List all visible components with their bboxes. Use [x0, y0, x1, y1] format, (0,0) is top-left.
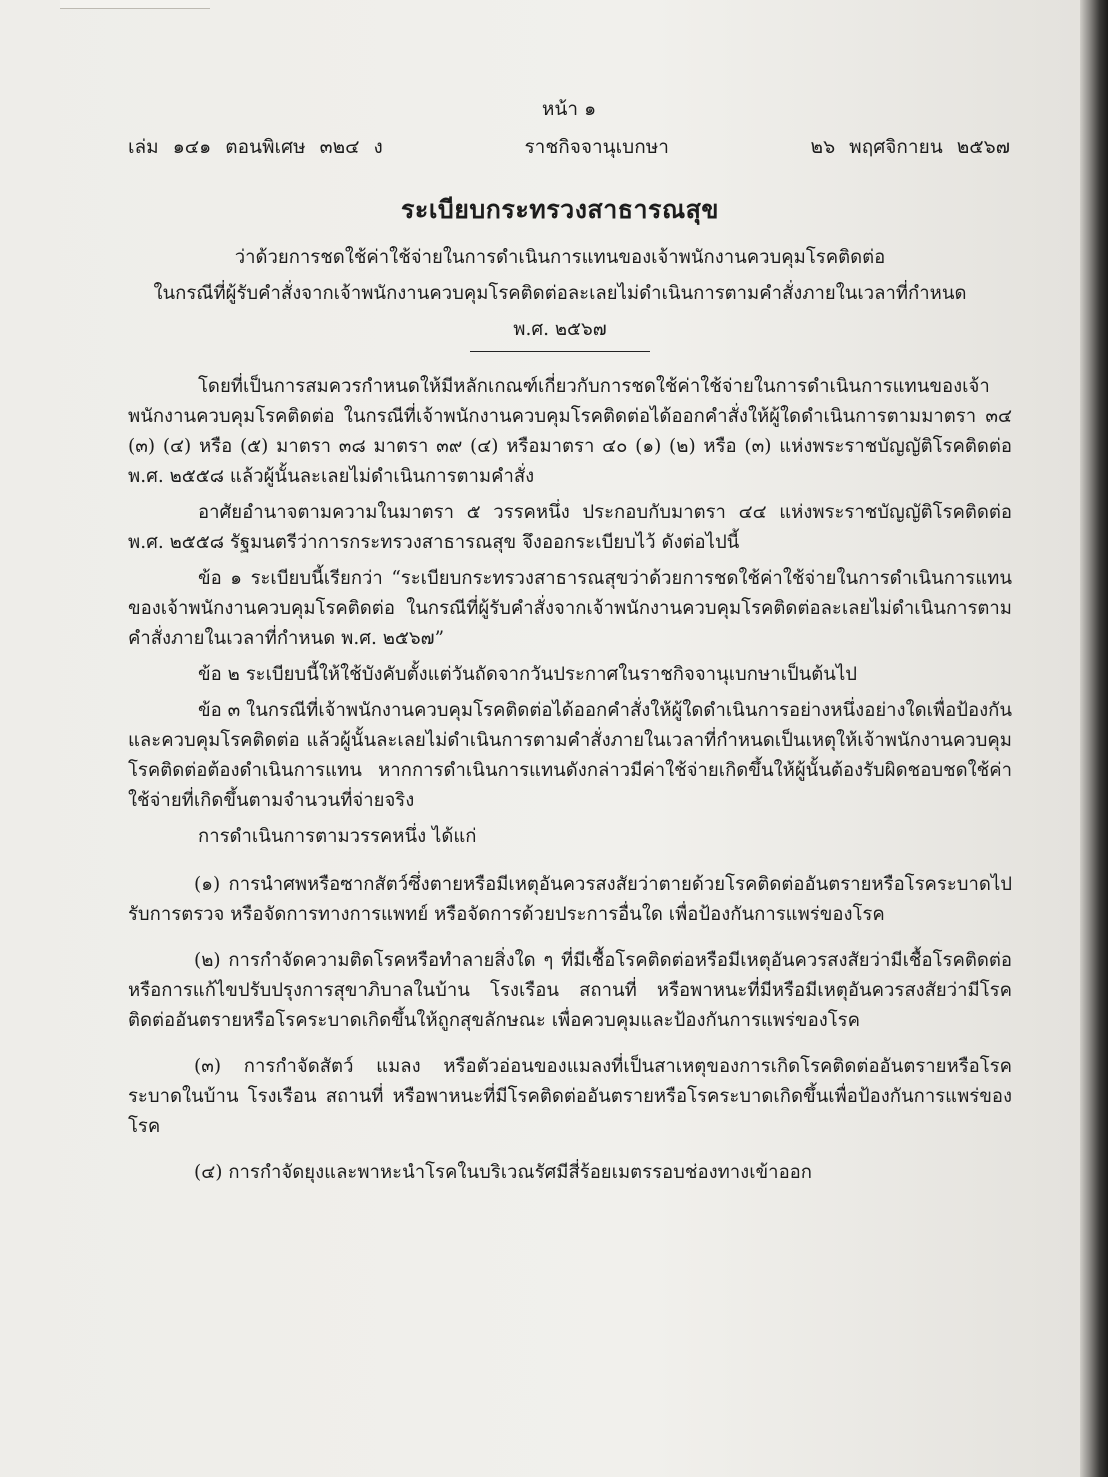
clause-3-item-3: (๓) การกำจัดสัตว์ แมลง หรือตัวอ่อนของแมลงที่เป็นสาเหตุของการเกิดโรคติดต่ออันตรายหรือโรคระบาดในบ้าน โรงเรือน สถานที่ หรือพาหนะที่มีโรคติดต่ออันตรายหรือโรคระบาดเกิดขึ้นเพื่อป้องกันการแพร่ของโรค [128, 1056, 1012, 1137]
preamble-paragraph: โดยที่เป็นการสมควรกำหนดให้มีหลักเกณฑ์เกี่ยวกับการชดใช้ค่าใช้จ่ายในการดำเนินการแทนของเจ้าพนักงานควบคุมโรคติดต่อ ในกรณีที่เจ้าพนักงานควบคุมโรคติดต่อได้ออกคำสั่งให้ผู้ใดดำเนินการตามมาตรา ๓๔ (๓) (๔) หรือ (๕) มาตรา ๓๘ มาตรา ๓๙ (๔) หรือมาตรา ๔๐ (๑) (๒) หรือ (๓) แห่งพระราชบัญญัติโรคติดต่อ พ.ศ. ๒๕๕๘ แล้วผู้นั้นละเลยไม่ดำเนินการตามคำสั่ง [128, 376, 1012, 487]
clause-3-item-4: (๔) การกำจัดยุงและพาหะนำโรคในบริเวณรัศมีสี่ร้อยเมตรรอบช่องทางเข้าออก [194, 1162, 812, 1183]
authority-paragraph: อาศัยอำนาจตามความในมาตรา ๕ วรรคหนึ่ง ประกอบกับมาตรา ๔๔ แห่งพระราชบัญญัติโรคติดต่อ พ.ศ. ๒๕๕๘ รัฐมนตรีว่าการกระทรวงสาธารณสุข จึงออกระเบียบไว้ ดังต่อไปนี้ [128, 502, 1012, 553]
clause-3-lead: การดำเนินการตามวรรคหนึ่ง ได้แก่ [198, 826, 477, 847]
gazette-header [128, 88, 1010, 168]
clause-3-item-2: (๒) การกำจัดความติดโรคหรือทำลายสิ่งใด ๆ ที่มีเชื้อโรคติดต่อหรือมีเหตุอันควรสงสัยว่ามีเชื้อโรคติดต่อ หรือการแก้ไขปรับปรุงการสุขาภิบาลในบ้าน โรงเรือน สถานที่ หรือพาหนะที่มีหรือมีเหตุอันควรสงสัยว่ามีโรคติดต่ออันตรายหรือโรคระบาดเกิดขึ้นให้ถูกสุขลักษณะ เพื่อควบคุมและป้องกันการแพร่ของโรค [128, 950, 1012, 1031]
subtitle-line-2: ในกรณีที่ผู้รับคำสั่งจากเจ้าพนักงานควบคุมโรคติดต่อละเลยไม่ดำเนินการตามคำสั่งภายในเวลาที่กำหนด [153, 283, 967, 304]
paper-edge-strip [60, 0, 210, 9]
volume-info: เล่ม ๑๔๑ ตอนพิเศษ ๓๒๔ ง [128, 136, 383, 158]
regulation-title-block [110, 190, 1010, 348]
clause-3: ข้อ ๓ ในกรณีที่เจ้าพนักงานควบคุมโรคติดต่อได้ออกคำสั่งให้ผู้ใดดำเนินการอย่างหนึ่งอย่างใดเพื่อป้องกันและควบคุมโรคติดต่อ แล้วผู้นั้นละเลยไม่ดำเนินการตามคำสั่งภายในเวลาที่กำหนดเป็นเหตุให้เจ้าพนักงานควบคุมโรคติดต่อต้องดำเนินการแทน หากการดำเนินการแทนดังกล่าวมีค่าใช้จ่ายเกิดขึ้นให้ผู้นั้นต้องรับผิดชอบชดใช้ค่าใช้จ่ายที่เกิดขึ้นตามจำนวนที่จ่ายจริง [128, 700, 1012, 811]
publication-date: ๒๖ พฤศจิกายน ๒๕๖๗ [810, 136, 1010, 158]
title-divider [470, 351, 650, 352]
clause-2: ข้อ ๒ ระเบียบนี้ให้ใช้บังคับตั้งแต่วันถัดจากวันประกาศในราชกิจจานุเบกษาเป็นต้นไป [198, 664, 857, 685]
page-number: หน้า ๑ [541, 98, 597, 120]
clause-3-item-1: (๑) การนำศพหรือซากสัตว์ซึ่งตายหรือมีเหตุอันควรสงสัยว่าตายด้วยโรคติดต่ออันตรายหรือโรคระบาดไปรับการตรวจ หรือจัดการทางการแพทย์ หรือจัดการด้วยประการอื่นใด เพื่อป้องกันการแพร่ของโรค [128, 874, 1012, 925]
book-binding-gutter [1080, 0, 1108, 1477]
regulation-title: ระเบียบกระทรวงสาธารณสุข [401, 195, 719, 224]
clause-1: ข้อ ๑ ระเบียบนี้เรียกว่า “ระเบียบกระทรวงสาธารณสุขว่าด้วยการชดใช้ค่าใช้จ่ายในการดำเนินการแทนของเจ้าพนักงานควบคุมโรคติดต่อ ในกรณีที่ผู้รับคำสั่งจากเจ้าพนักงานควบคุมโรคติดต่อละเลยไม่ดำเนินการตามคำสั่งภายในเวลาที่กำหนด พ.ศ. ๒๕๖๗” [128, 568, 1012, 649]
subtitle-year: พ.ศ. ๒๕๖๗ [513, 319, 607, 340]
subtitle-line-1: ว่าด้วยการชดใช้ค่าใช้จ่ายในการดำเนินการแทนของเจ้าพนักงานควบคุมโรคติดต่อ [234, 247, 886, 268]
publication-name: ราชกิจจานุเบกษา [524, 136, 669, 158]
regulation-body [128, 372, 1012, 1204]
header-row [128, 132, 1010, 162]
